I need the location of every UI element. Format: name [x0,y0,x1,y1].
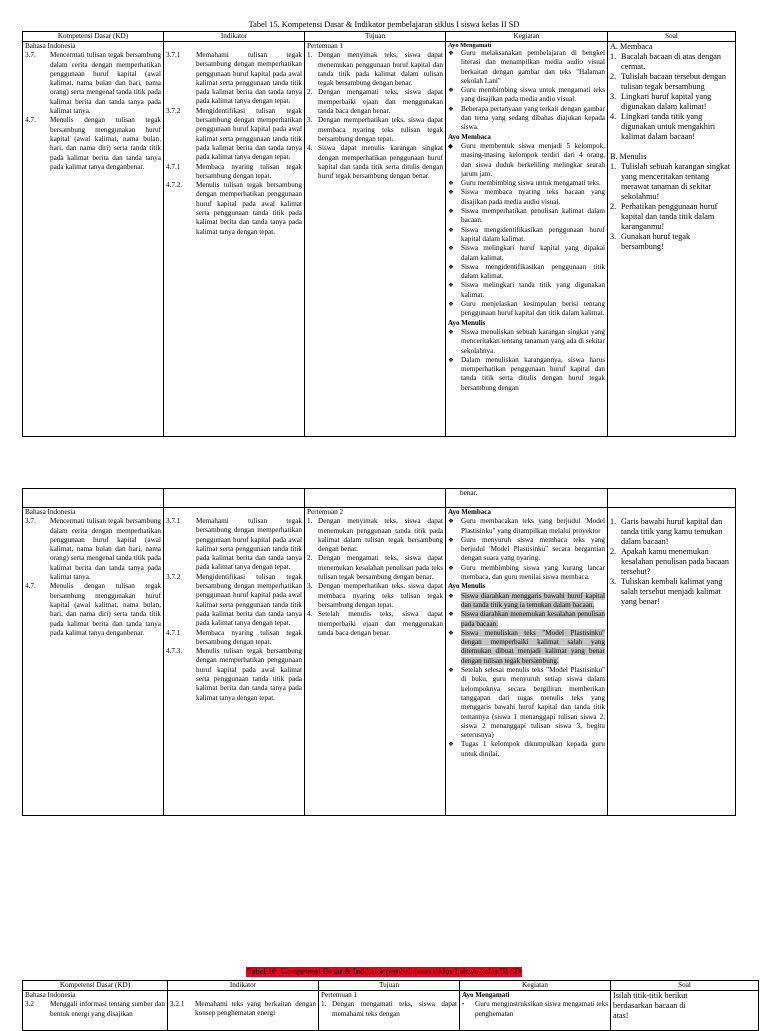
soal-item-text: Perhatikan penggunaan huruf kapital dan tanda titik dalam karanganmu! [621,202,718,231]
kegiatan-item [448,328,605,356]
bullet-icon: ❖ [448,263,454,271]
soal-item-text: Apakah kamu menemukan kesalahan penulisan pada bacaan tersebut? [621,547,729,576]
indikator-item [166,51,302,107]
indikator-item [166,647,302,703]
table-1-header-row [23,32,736,42]
header-soal: Soal [611,981,759,991]
soal-cell [608,508,736,816]
bullet-icon: ❖ [448,208,454,216]
kegiatan-item-text: Guru menjelaskan kesimpulan berisi tentang penggunaan huruf kapital dan titik dalam kalimat. [461,300,605,318]
tujuan-item-text: Siswa dapat menulis karangan singkat dengan memperhatikan penggunaan huruf kapital dan tanda titik serta ditulis dengan huruf tegak bersambung dengan benar. [318,144,443,181]
tujuan-cell: Pertemuan 1 1. Dengan mengamati teks, siswa dapat memahami teks dengan [319,991,460,1031]
kegiatan-list [448,592,605,759]
tujuan-item-text: Dengan mengamati teks, siswa dapat memperbaiki ejaan dan menggunakan tanda baca dengan benar. [318,88,443,116]
kegiatan-item-text: Guru menyuruh siswa membaca teks yang berjudul 'Model Plastisinku" secara bergantian dengan suara yang nyaring. [461,535,605,563]
soal-item [610,202,733,232]
kd-item [25,582,161,638]
tujuan-item-text: Setelah menulis teks, siswa dapat memperbaiki ejaan dan menggunakan tanda baca dengan benar. [318,610,443,637]
table-1-body-row [23,42,736,437]
bullet-icon: • [462,1001,465,1009]
soal-list [610,162,733,252]
indikator-item-number: 3.7.1 [166,517,181,525]
kegiatan-item [448,142,605,179]
soal-item-text: Bacalah bacaan di atas dengan cermat. [621,52,722,71]
tujuan-item-number: 3. [307,116,313,125]
kd-item-number: 3.7. [25,517,36,526]
header-indikator: Indikator [164,32,305,42]
soal-item [610,232,733,252]
indikator-item-number: 3.7.1 [166,51,181,59]
kegiatan-item [448,263,605,282]
indikator-item-text: Membaca nyaring tulisan tegak bersambung dengan tepat. [196,628,302,646]
indikator-item-number: 4.7.1 [166,162,181,171]
kd-cell [23,508,164,816]
soal-item-number: 1. [610,162,617,171]
kegiatan-item [448,536,605,564]
soal-item [610,72,733,92]
indikator-item-text: Mengidentifikasi tulisan tegak bersambung dengan memperhatikan penggunaan huruf kapital pada awal kalimat serta penggunaan tanda titik pada kalimat berita dan tanda tanya pada kalimat tanya dengan tepat. [196,572,302,628]
kegiatan-section-title: Ayo Membaca [448,508,491,516]
bullet-icon: ❖ [448,226,454,234]
kegiatan-item-text: Guru membimbing siswa untuk mengamati teks. [461,179,601,188]
tujuan-list [307,517,443,638]
kegiatan-item [448,86,605,105]
kegiatan-item [448,517,605,536]
soal-item [610,517,733,547]
kd-item-text: Menulis dengan tulisan tegak bersambung menggunakan huruf kapital (awal kalimat, nama bulan, hari, dan nama diri) serta tanda titik pada kalimat berita dan tanda tanya pada kalimat tanya denganbenar. [50,116,161,171]
kegiatan-item [448,610,605,629]
tujuan-item [307,554,443,582]
kegiatan-item-text: Siswa membaca nyaring teks bacaan yang disajikan pada media audio visual. [461,188,605,206]
tujuan-item [307,116,443,144]
kegiatan-section-title: Ayo Menulis [448,582,486,591]
bullet-icon: ❖ [448,518,454,526]
indikator-item-number: 3.7.2 [166,106,181,115]
tujuan-item-number: 2. [307,554,313,563]
soal-item [610,577,733,607]
kegiatan-item [448,244,605,263]
soal-list [610,52,733,142]
kegiatan-section-title: Ayo Menulis [448,318,486,327]
bullet-icon: ❖ [448,282,454,290]
kd-item [25,517,161,582]
indikator-item [166,181,302,237]
header-kegiatan: Kegiatan [460,981,611,991]
kegiatan-item [448,666,605,740]
soal-item [610,547,733,577]
bullet-icon: ❖ [448,189,454,197]
soal-item [610,112,733,142]
indikator-item-number: 4.7.2. [166,181,183,190]
bullet-icon: ❖ [448,50,454,57]
kegiatan-section-title: Ayo Mengamati [448,42,492,49]
tujuan-item-number: 3. [307,582,313,591]
indikator-item [166,629,302,648]
tujuan-item [307,517,443,554]
soal-item-text: Tulislah sebuah karangan singkat yang menceritakan tentang merawat tanaman di sekitar sekolahmu! [621,162,731,201]
header-soal: Soal [608,32,736,42]
kegiatan-item [448,188,605,207]
table-caption-2: Tabel 16. Kompetensi Dasar & Indikator pembelajaran siklus I siswa kelas III SD [247,967,521,976]
soal-item-text: Garis bawahi huruf kapital dan tanda titik yang kamu temukan dalam bacaan! [621,517,723,546]
tujuan-item-text: Dengan menyimak teks, siswa dapat menemukan penggunaan tanda titik pada kalimat dalam tulisan tegak bersambung dengan benar. [318,517,443,554]
tujuan-cell [305,42,446,437]
indikator-item [166,163,302,182]
indikator-cell: 3.2.1 Memahami teks yang berkaitan dengan konsep penghematan energi [168,991,319,1031]
bullet-icon: ❖ [448,87,454,95]
indikator-cell [164,508,305,816]
soal-item-text: Tulislah bacaan tersebut dengan tulisan tegak bersambung [621,72,726,91]
kegiatan-item [448,592,605,611]
soal-item-number: 3. [610,577,617,586]
bullet-icon: ❖ [448,105,454,113]
tujuan-item [307,88,443,116]
indikator-item [166,107,302,163]
soal-section-title: A. Membaca [610,42,653,51]
kd-subject: Bahasa Indonesia [25,508,76,516]
tujuan-item-number: 1. [307,517,313,526]
soal-item-number: 2. [610,202,617,211]
indikator-item-text: Memahami tulisan tegak bersambung dengan memperhatikan penggunaan huruf kapital pada awal kalimat serta penggunaan tanda titik pada kalimat berita dan tanda tanya pada kalimat tanya dengan tepat. [196,51,302,106]
table-3 [22,980,759,1031]
bullet-icon: ❖ [448,328,454,336]
kegiatan-item [448,207,605,226]
kegiatan-item-text: Siswa menuliskan teks "Model Plastisinku" dengan memperbaiki kalimat salah yang ditemukan dibuat menjadi kalimat yang benar dengan tulisan tegak bersambung. [461,628,605,665]
soal-item [610,52,733,72]
tujuan-item [307,582,443,610]
kegiatan-item [448,281,605,300]
kd-item-text: Mencermati tulisan tegak bersambung dalam cerita dengan memperhatikan penggunaan huruf kapital (awal kalimat, nama bulan dan hari, nama orang) serta mengenal tanda titik pada kalimat berita dan tanda tanya pada kalimat tanya. [50,517,161,582]
kegiatan-item-text: Guru membimbing siswa untuk mengamati teks yang disajikan pada media audio visual. [461,86,605,104]
table-3-header-row [23,981,759,991]
bullet-icon: ❖ [448,564,454,572]
kegiatan-continuation: benar. [446,489,608,508]
header-tujuan: Tujuan [319,981,460,991]
tujuan-item-number: 4. [307,144,313,153]
indikator-item-text: Mengidentifikasi tulisan tegak bersambung dengan memperhatikan penggunaan huruf kapital pada awal kalimat serta penggunaan tanda titik pada kalimat berita dan tanda tanya pada kalimat tanya dengan tepat. [196,106,302,162]
kegiatan-item-text: Guru melaksanakan pembelajaran di bengkel literasi dan menampilkan media audio visual berkaitan dengan gambar dan teks "Halaman sekolah Lani" [461,49,605,85]
header-tujuan: Tujuan [305,32,446,42]
kd-item [25,51,161,116]
soal-cell: Isilah titik-titik berikut berdasarkan bacaan di atas! [611,991,759,1031]
soal-item-number: 2. [610,547,617,556]
indikator-item-text: Membaca nyaring tulisan tegak bersambung dengan tepat. [196,162,302,180]
tujuan-cell [305,508,446,816]
kegiatan-item [448,179,605,188]
kegiatan-item-text: Guru membentuk siswa menjadi 5 kelompok, masing-masing kelompok terdiri dari 4 orang, dan siswa duduk berkeliling melingkar searah jarum jam. [461,141,605,178]
tujuan-item-text: Dengan memperhatikan teks, siswa dapat membaca nyaring teks tulisan tegak bersambung dengan tepat. [318,116,443,143]
soal-item-number: 3. [610,92,617,101]
table-caption-1: Tabel 15. Kompetensi Dasar & Indikator pembelajaran siklus I siswa kelas II SD [248,20,520,29]
kegiatan-item-text: Guru membacakan teks yang berjudul 'Model Plastisinku" yang ditampilkan melalui proyektor [461,517,605,535]
table-2-continuation-row [23,489,736,508]
kegiatan-section-title: Ayo Membaca [448,132,491,141]
soal-item-number: 1. [610,517,617,526]
soal-item-text: Lingkari tanda titik yang digunakan untuk mengakhiri kalimat dalam bacaan! [621,112,716,141]
bullet-icon: ❖ [448,180,454,188]
kd-item [25,116,161,172]
kegiatan-item-text: Siswa memperhatikan penulisan kalimat dalam bacaan. [461,207,605,225]
kegiatan-item [448,564,605,583]
kegiatan-item [448,226,605,245]
kegiatan-item [448,629,605,666]
tujuan-item-text: Dengan mengamati teks, siswa dapat menemukan kesalahan penulisan pada teks tulisan tegak bersambung dengan benar. [318,554,443,582]
kegiatan-list [448,328,605,393]
bullet-icon: ❖ [448,741,454,749]
bullet-icon: ◆ [448,142,453,150]
header-indikator: Indikator [168,981,319,991]
tujuan-item [307,610,443,638]
indikator-item-number: 4.7.3. [166,647,183,656]
kegiatan-item-text: Siswa melingkari huruf kapital yang dipakai dalam kalimat. [461,244,605,262]
soal-item-number: 2. [610,72,617,81]
bullet-icon: ❖ [448,629,454,637]
tujuan-item [307,51,443,88]
bullet-icon: ❖ [448,245,454,253]
kd-item-text: Mencermati tulisan tegak bersambung dalam cerita dengan memperhatikan penggunaan huruf kapital (awal kalimat, nama bulan dan hari, nama orang) serta mengenal tanda titik pada kalimat berita dan tanda tanya pada kalimat tanya. [50,51,161,116]
kegiatan-item-text: Siswa melingkari tanda titik yang digunakan kalimat. [461,281,605,299]
header-kd: Kompetensi Dasar (KD) [23,981,168,991]
header-kegiatan: Kegiatan [446,32,608,42]
indikator-item-text: Memahami tulisan tegak bersambung dengan memperhatikan penggunaan huruf kapital pada awal kalimat serta penggunaan tanda titik pada kalimat berita dan tanda tanya pada kalimat tanya dengan tepat. [196,517,302,572]
table-1 [22,31,736,437]
kegiatan-item-text: Siswa diarahkan menemukan kesalahan penulisan pada bacaan. [461,610,605,628]
kd-cell [23,42,164,437]
tujuan-meeting: Pertemuan 2 [307,508,344,516]
bullet-icon: ❖ [448,611,454,619]
bullet-icon: ❖ [448,667,454,675]
kd-item-text: Menulis dengan tulisan tegak bersambung menggunakan huruf kapital (awal kalimat, nama bulan, hari, dan nama diri) serta tanda titik pada kalimat berita dan tanda tanya pada kalimat tanya denganbenar. [50,582,161,637]
tujuan-item [307,144,443,181]
soal-cell [608,42,736,437]
kegiatan-item-text: Tugas 1 kelompok dikumpulkan kepada guru untuk dinilai. [461,740,605,758]
kegiatan-list [448,49,605,133]
indikator-item-text: Menulis tulisan tegak bersambung dengan memperhatikan penggunaan huruf kapital pada awal kalimat serta penggunaan tanda titik pada kalimat berita dan tanda tanya pada kalimat tanya dengan tepat. [196,647,302,702]
kegiatan-item-text: Siswa diarahkan menggaris bawahi huruf kapital dan tanda titik yang ia temukan dalam bacaan. [461,591,605,609]
tujuan-meeting: Pertemuan 1 [307,42,344,50]
kd-subject: Bahasa Indonesia [25,42,76,50]
bullet-icon: ❖ [448,301,454,309]
kd-item-number: 4.7. [25,116,36,125]
soal-item-text: Tuliskan kembali kalimat yang salah tersebut menjadi kalimat yang benar! [621,577,723,606]
kegiatan-item-text: Guru membimbing siswa yang kurang lancar membaca, dan guru menilai siswa membaca. [461,563,605,582]
kd-item-number: 3.7. [25,51,36,60]
bullet-icon: ❖ [448,536,454,544]
kegiatan-item-text: Dalam menuliskan karangannya, siswa harus memperhatikan penggunaan huruf kapital dan tanda titik serta ditulis dengan huruf tegak bersambung dengan [461,355,605,392]
indikator-item [166,573,302,629]
kd-list [25,517,161,638]
soal-section-title: B. Menulis [610,152,647,161]
kegiatan-item [448,356,605,393]
kegiatan-item [448,300,605,319]
indikator-item-text: Menulis tulisan tegak bersambung dengan memperhatikan penggunaan huruf kapital pada awal kalimat serta penggunaan tanda titik pada kalimat berita dan tanda tanya pada kalimat tanya dengan tepat. [196,181,302,236]
indikator-item [166,517,302,573]
kd-item-number: 4.7. [25,582,36,591]
soal-item-number: 1. [610,52,617,61]
kegiatan-item [448,740,605,759]
bullet-icon: ❖ [448,356,454,364]
tujuan-item-text: Dengan menyimak teks, siswa dapat menemukan penggunaan huruf kapital dan tanda titik pada kalimat dalam tulisan tegak bersambung dengan benar. [318,51,443,88]
tujuan-item-number: 1. [307,51,313,60]
tujuan-item-text: Dengan memperhatikan teks, siswa dapat membaca nyaring teks tulisan tegak bersambung dengan tepat. [318,582,443,609]
header-kd: Kompetensi Dasar (KD) [23,32,164,42]
kegiatan-item-text: Siswa mengidentifikasikan penggunaan titik dalam kalimat. [461,262,605,281]
kegiatan-item-text: Siswa menuliskan sebuah karangan singkat yang menceritakan tentang tanaman yang ada di sekitar sekolahnya. [461,327,605,355]
kegiatan-item [448,49,605,86]
kegiatan-list [448,142,605,319]
table-2-body-row [23,508,736,816]
indikator-item-number: 4.7.1 [166,628,181,637]
kegiatan-item-text: Setelah selesai menulis teks "Model Plastisinku" di buku, guru menyuruh setiap siswa dalam kelompoknya secara bergiliran memberikan tanggapan dari tugas menulis teks yang menggaris bawahi huruf kapital dan tanda titik temannya (siswa 1 menanggapi tulisan siswa 2, siswa 2 menanggapi tulisan siswa 3, begitu seterusnya) [461,666,605,740]
tujuan-item-number: 4. [307,610,313,619]
soal-item-number: 4. [610,112,617,121]
kd-cell: Bahasa Indonesia 3.2 Menggali informasi tentang sumber dan bentuk energi yang disajikan [23,991,168,1031]
tujuan-item-number: 2. [307,88,313,97]
kegiatan-cell [446,42,608,437]
soal-item-number: 3. [610,232,617,241]
soal-item-text: Gunakan huruf tegak bersambung! [621,232,691,251]
kegiatan-cell: Ayo Mengamati • Guru menginstruksikan siswa mengamati teks penghematan [460,991,611,1031]
table-2 [22,488,736,816]
kegiatan-list [448,517,605,582]
kegiatan-cell [446,508,608,816]
kegiatan-item [448,105,605,133]
tujuan-list [307,51,443,181]
soal-list [610,517,733,607]
kegiatan-item-text: Siswa mengidentifikasikan penggunaan huruf kapital dalam kalimat. [461,225,605,243]
indikator-cell [164,42,305,437]
kd-list [25,51,161,172]
soal-item [610,162,733,202]
soal-item-text: Lingkari huruf kapital yang digunakan dalam kalimat! [621,92,712,111]
table-3-body-row [23,991,759,1031]
kegiatan-item-text: Beberapa pertanyaan yang terkait dengan gambar dan tema yang sedang dibahas diajukan kepada siswa. [461,104,605,132]
soal-item [610,92,733,112]
indikator-list [166,51,302,237]
bullet-icon: ❖ [448,592,454,600]
indikator-list [166,517,302,703]
indikator-item-number: 3.7.2 [166,572,181,581]
